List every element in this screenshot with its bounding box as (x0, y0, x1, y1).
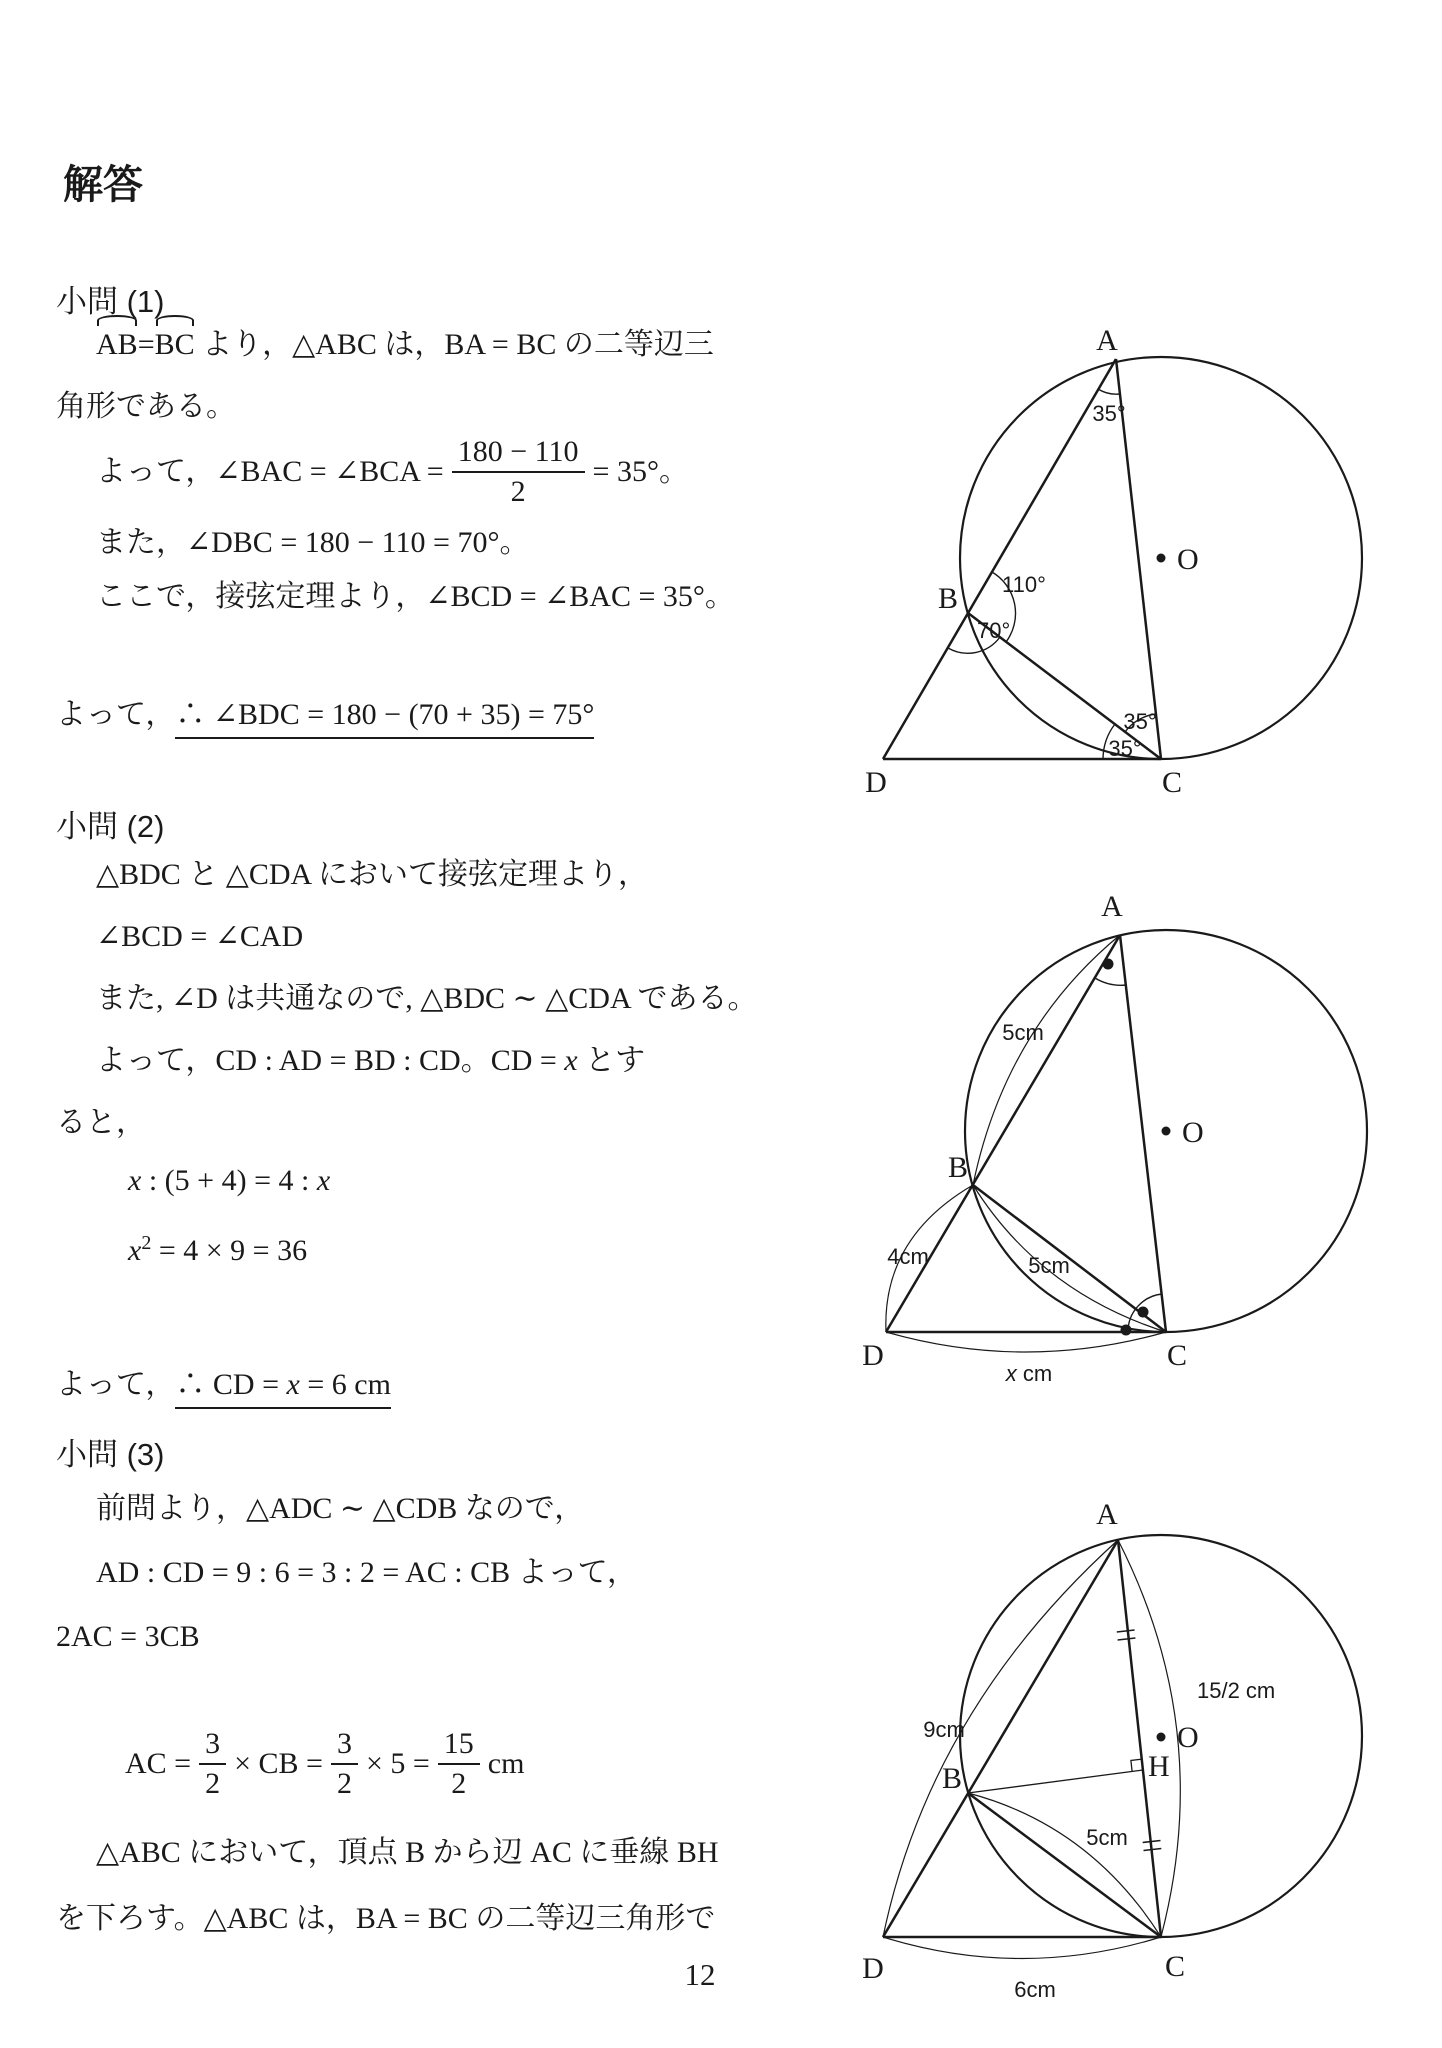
fraction-3-2-first (199, 1726, 226, 1802)
f1-num: 3 (205, 1727, 221, 1760)
fraction-numerator: 180 − 110 (457, 435, 579, 468)
angle-dot-C-upper (1138, 1307, 1149, 1318)
s2-conclusion-x: x (286, 1368, 300, 1401)
line-BH-perpendicular (968, 1770, 1143, 1793)
fraction-3-2-second (331, 1726, 358, 1802)
label-C: C (1166, 1339, 1188, 1372)
f1-bar (199, 1763, 226, 1765)
s2-math2 (128, 1224, 307, 1270)
angle-arc-A (1098, 389, 1120, 394)
label-A: A (1096, 324, 1118, 357)
s1-line2: 角形である。 (56, 390, 236, 423)
length-label-DA: 9cm (923, 1717, 965, 1742)
s1-line1 (96, 326, 714, 364)
s1-conclusion-pre: よって， (56, 698, 176, 731)
f2-num: 3 (336, 1727, 352, 1760)
s3-fraction-line (125, 1716, 524, 1812)
f3-num: 15 (443, 1727, 474, 1760)
f2-den: 2 (336, 1767, 352, 1800)
length-label-AC: 15/2 cm (1197, 1678, 1276, 1703)
s2-conclusion-pre: よって， (56, 1368, 176, 1401)
s1-conclusion-underlined: ∴ ∠BDC = 180 − (70 + 35) = 75° (175, 698, 594, 739)
label-A: A (1101, 890, 1123, 923)
s3-math-a: AC = (125, 1747, 192, 1780)
label-O: O (1182, 1116, 1204, 1149)
arc-AB: AB (96, 326, 138, 364)
s2-conclusion-u2: = 6 cm (299, 1368, 391, 1401)
s2-line3: また, ∠D は共通なので, △BDC ∼ △CDA である。 (96, 982, 758, 1015)
s2-line4-b: とす (577, 1044, 646, 1077)
triangle-lines (886, 935, 1166, 1332)
angle-dot-C-lower (1121, 1325, 1132, 1336)
s1-line5: ここで，接弦定理より，∠BCD = ∠BAC = 35°。 (96, 580, 735, 613)
s2-math1-x2: x (316, 1164, 331, 1197)
label-D: D (862, 1339, 884, 1372)
s2-math2-x: x (128, 1234, 142, 1267)
s1-conclusion (56, 696, 594, 734)
s2-conclusion-u1: ∴ CD = (175, 1368, 287, 1401)
s2-line4-a: よって，CD : AD = BD : CD。CD = (96, 1044, 565, 1077)
line-DA (886, 935, 1120, 1332)
f2-bar (331, 1763, 358, 1765)
right-angle-mark-H (1131, 1759, 1142, 1771)
label-H: H (1148, 1750, 1170, 1783)
measure-arcs (886, 935, 1166, 1352)
angle-arc-A (1095, 978, 1126, 985)
s1-fraction-line (96, 426, 689, 518)
label-C: C (1164, 1950, 1186, 1983)
angle-label-A-35: 35° (1092, 401, 1126, 426)
s2-math2-rest: = 4 × 9 = 36 (151, 1234, 308, 1267)
s2-line2: ∠BCD = ∠CAD (96, 920, 304, 953)
center-dot-O (1157, 1733, 1166, 1742)
length-label-DC: 6cm (1014, 1977, 1056, 2002)
diagram-problem2 (850, 880, 1442, 1410)
s3-math-b: × CB = (234, 1747, 323, 1780)
s1-line3-post: = 35°。 (592, 455, 689, 488)
angle-label-B-70: 70° (977, 618, 1011, 643)
s3-line1: 前問より，△ADC ∼ △CDB なので， (96, 1492, 585, 1525)
s2-math1-mid: : (5 + 4) = 4 : (141, 1164, 317, 1197)
length-label-DB: 4cm (887, 1244, 929, 1269)
tick-HC-1 (1143, 1841, 1161, 1843)
diagram-problem3 (850, 1480, 1442, 2025)
length-label-BC: 5cm (1086, 1825, 1128, 1850)
s2-conclusion (56, 1366, 391, 1404)
s2-math2-sup: 2 (141, 1232, 152, 1254)
fraction-15-2 (438, 1726, 480, 1802)
measure-arc-AC (1118, 1540, 1180, 1937)
diagram-problem1 (850, 240, 1442, 800)
s1-line1-eq: = (137, 328, 155, 361)
s3-math-d: cm (487, 1747, 525, 1780)
label-O: O (1177, 1721, 1199, 1754)
label-D: D (865, 766, 887, 799)
s2-conclusion-underlined (175, 1368, 391, 1409)
s2-line5: ると， (56, 1106, 146, 1139)
label-B: B (937, 582, 958, 615)
length-label-BC: 5cm (1028, 1253, 1070, 1278)
angle-label-C-35-upper: 35° (1123, 709, 1157, 734)
page-number: 12 (684, 1957, 716, 1992)
s1-line4: また，∠DBC = 180 − 110 = 70°。 (96, 526, 530, 559)
measure-arc-DC (883, 1937, 1161, 1959)
tick-HC-2 (1144, 1849, 1162, 1851)
s3-line5: を下ろす。△ABC は，BA = BC の二等辺三角形で (56, 1902, 716, 1935)
tick-AH-2 (1118, 1638, 1136, 1640)
s2-line4 (96, 1042, 645, 1080)
s2-line1: △BDC と △CDA において接弦定理より， (96, 858, 649, 891)
fraction-bar (452, 471, 585, 473)
section2-heading: 小問 (2) (56, 809, 165, 844)
f1-den: 2 (205, 1767, 221, 1800)
label-A: A (1096, 1498, 1118, 1531)
length-label-AB: 5cm (1002, 1020, 1044, 1045)
section1-heading: 小問 (1) (56, 284, 165, 319)
label-D: D (862, 1952, 884, 1985)
length-label-DC: x cm (1005, 1361, 1053, 1386)
s1-line3-pre: よって，∠BAC = ∠BCA = (96, 455, 444, 488)
angle-dot-A (1103, 959, 1114, 970)
center-dot-O (1157, 554, 1166, 563)
angle-arcs (1095, 978, 1162, 1332)
s2-line4-x: x (564, 1044, 578, 1077)
page-title: 解答 (63, 163, 143, 207)
fraction-denominator: 2 (510, 475, 526, 508)
s2-math1-x1: x (128, 1164, 142, 1197)
fraction-180-110-over-2 (452, 434, 585, 510)
label-B: B (941, 1762, 962, 1795)
tick-AH-1 (1117, 1630, 1135, 1632)
s3-line3: 2AC = 3CB (56, 1620, 200, 1653)
s3-line2: AD : CD = 9 : 6 = 3 : 2 = AC : CB よって， (96, 1556, 638, 1589)
label-C: C (1161, 766, 1183, 799)
angle-label-C-35-lower: 35° (1108, 736, 1142, 761)
line-AC (1120, 935, 1166, 1332)
section3-heading: 小問 (3) (56, 1437, 165, 1472)
center-dot-O (1162, 1127, 1171, 1136)
s3-line4: △ABC において，頂点 B から辺 AC に垂線 BH (96, 1836, 719, 1869)
f3-bar (438, 1763, 480, 1765)
s2-math1 (128, 1162, 330, 1200)
line-AC (1118, 1540, 1161, 1937)
label-B: B (947, 1151, 968, 1184)
s3-math-c: × 5 = (365, 1747, 430, 1780)
measure-arcs (883, 1540, 1180, 1959)
f3-den: 2 (451, 1767, 467, 1800)
s1-line1-rest: より，△ABC は，BA = BC の二等辺三 (194, 328, 714, 361)
arc-BC: BC (155, 326, 195, 364)
line-BC (968, 1793, 1161, 1937)
label-O: O (1177, 543, 1199, 576)
angle-label-B-110: 110° (1002, 572, 1046, 597)
